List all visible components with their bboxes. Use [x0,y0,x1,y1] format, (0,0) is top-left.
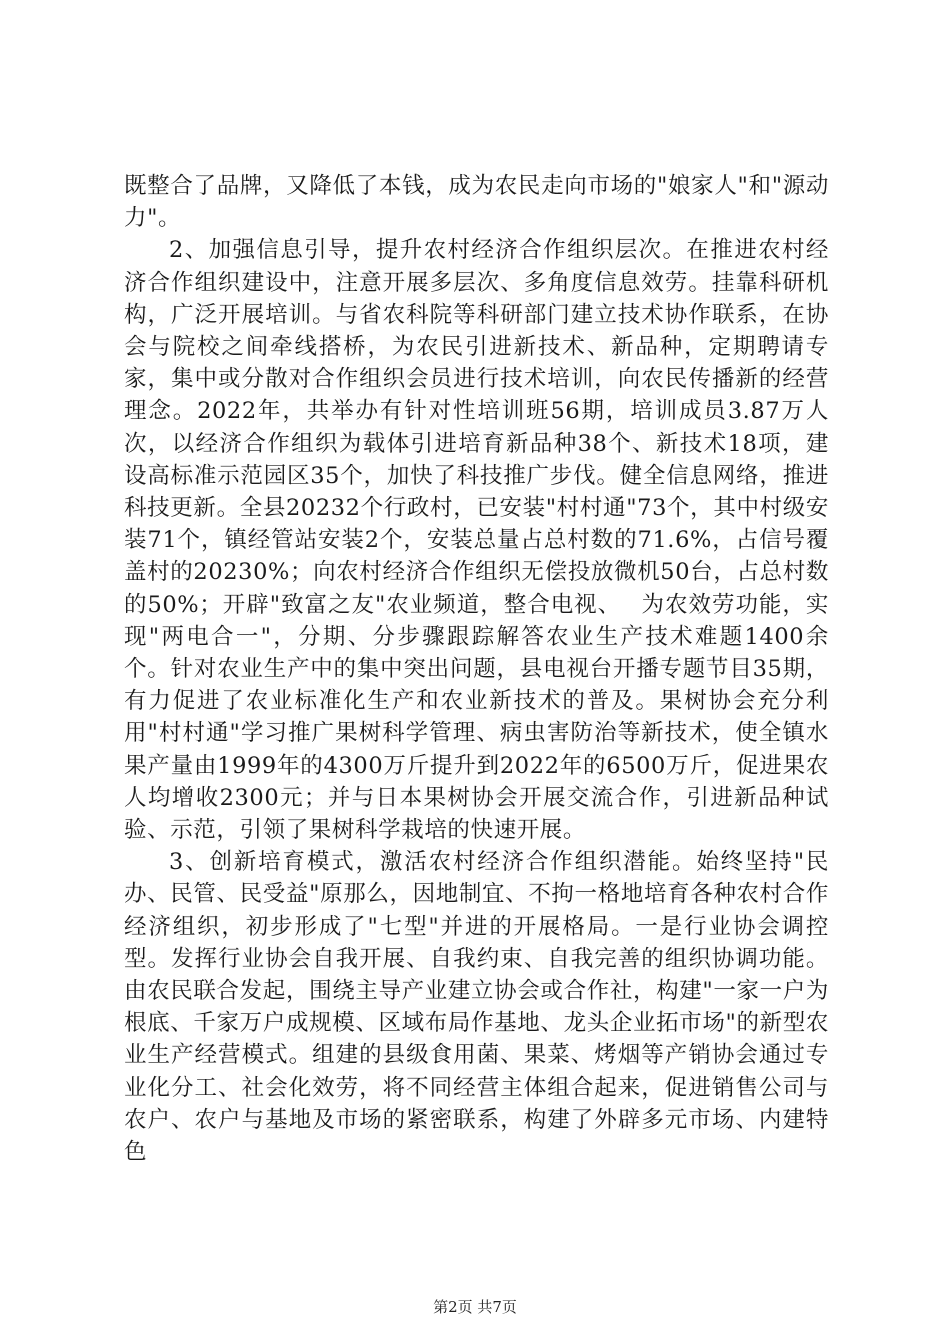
paragraph-continuation: 既整合了品牌，又降低了本钱，成为农民走向市场的"娘家人"和"源动力"。 [124,173,829,232]
document-body [124,170,829,1168]
paragraph-information-guidance: 2、加强信息引导，提升农村经济合作组织层次。在推进农村经济合作组织建设中，注意开展多层次、多角度信息效劳。挂靠科研机构，广泛开展培训。与省农科院等科研部门建立技术协作联系，在协会与院校之间牵线搭桥，为农民引进新技术、新品种，定期聘请专家，集中或分散对合作组织会员进行技术培训，向农民传播新的经营理念。2022年，共举办有针对性培训班56期，培训成员3.87万人次，以经济合作组织为载体引进培育新品种38个、新技术18项，建设高标准示范园区35个，加快了科技推广步伐。健全信息网络，推进科技更新。全县20232个行政村，已安装"村村通"73个，其中村级安装71个，镇经管站安装2个，安装总量占总村数的71.6%，占信号覆盖村的20230%；向农村经济合作组织无偿投放微机50台，占总村数的50%；开辟"致富之友"农业频道，整合电视、 为农效劳功能，实现"两电合一"，分期、分步骤跟踪解答农业生产技术难题1400余个。针对农业生产中的集中突出问题，县电视台开播专题节目35期，有力促进了农业标准化生产和农业新技术的普及。果树协会充分利用"村村通"学习推广果树科学管理、病虫害防治等新技术，使全镇水果产量由1999年的4300万斤提升到2022年的6500万斤，促进果农人均增收2300元；并与日本果树协会开展交流合作，引进新品种试验、示范，引领了果树科学栽培的快速开展。 [124,237,829,844]
page-footer: 第2页 共7页 [433,1298,517,1316]
paragraph-innovative-cultivation: 3、创新培育模式，激活农村经济合作组织潜能。始终坚持"民办、民管、民受益"原那么，因地制宜、不拘一格地培育各种农村合作经济组织，初步形成了"七型"并进的开展格局。一是行业协会调控型。发挥行业协会自我开展、自我约束、自我完善的组织协调功能。由农民联合发起，围绕主导产业建立协会或合作社，构建"一家一户为根底、千家万户成规模、区域布局作基地、龙头企业拓市场"的新型农业生产经营模式。组建的县级食用菌、果菜、烤烟等产销协会通过专业化分工、社会化效劳，将不同经营主体组合起来，促进销售公司与农户、农户与基地及市场的紧密联系，构建了外辟多元市场、内建特色 [124,849,829,1166]
